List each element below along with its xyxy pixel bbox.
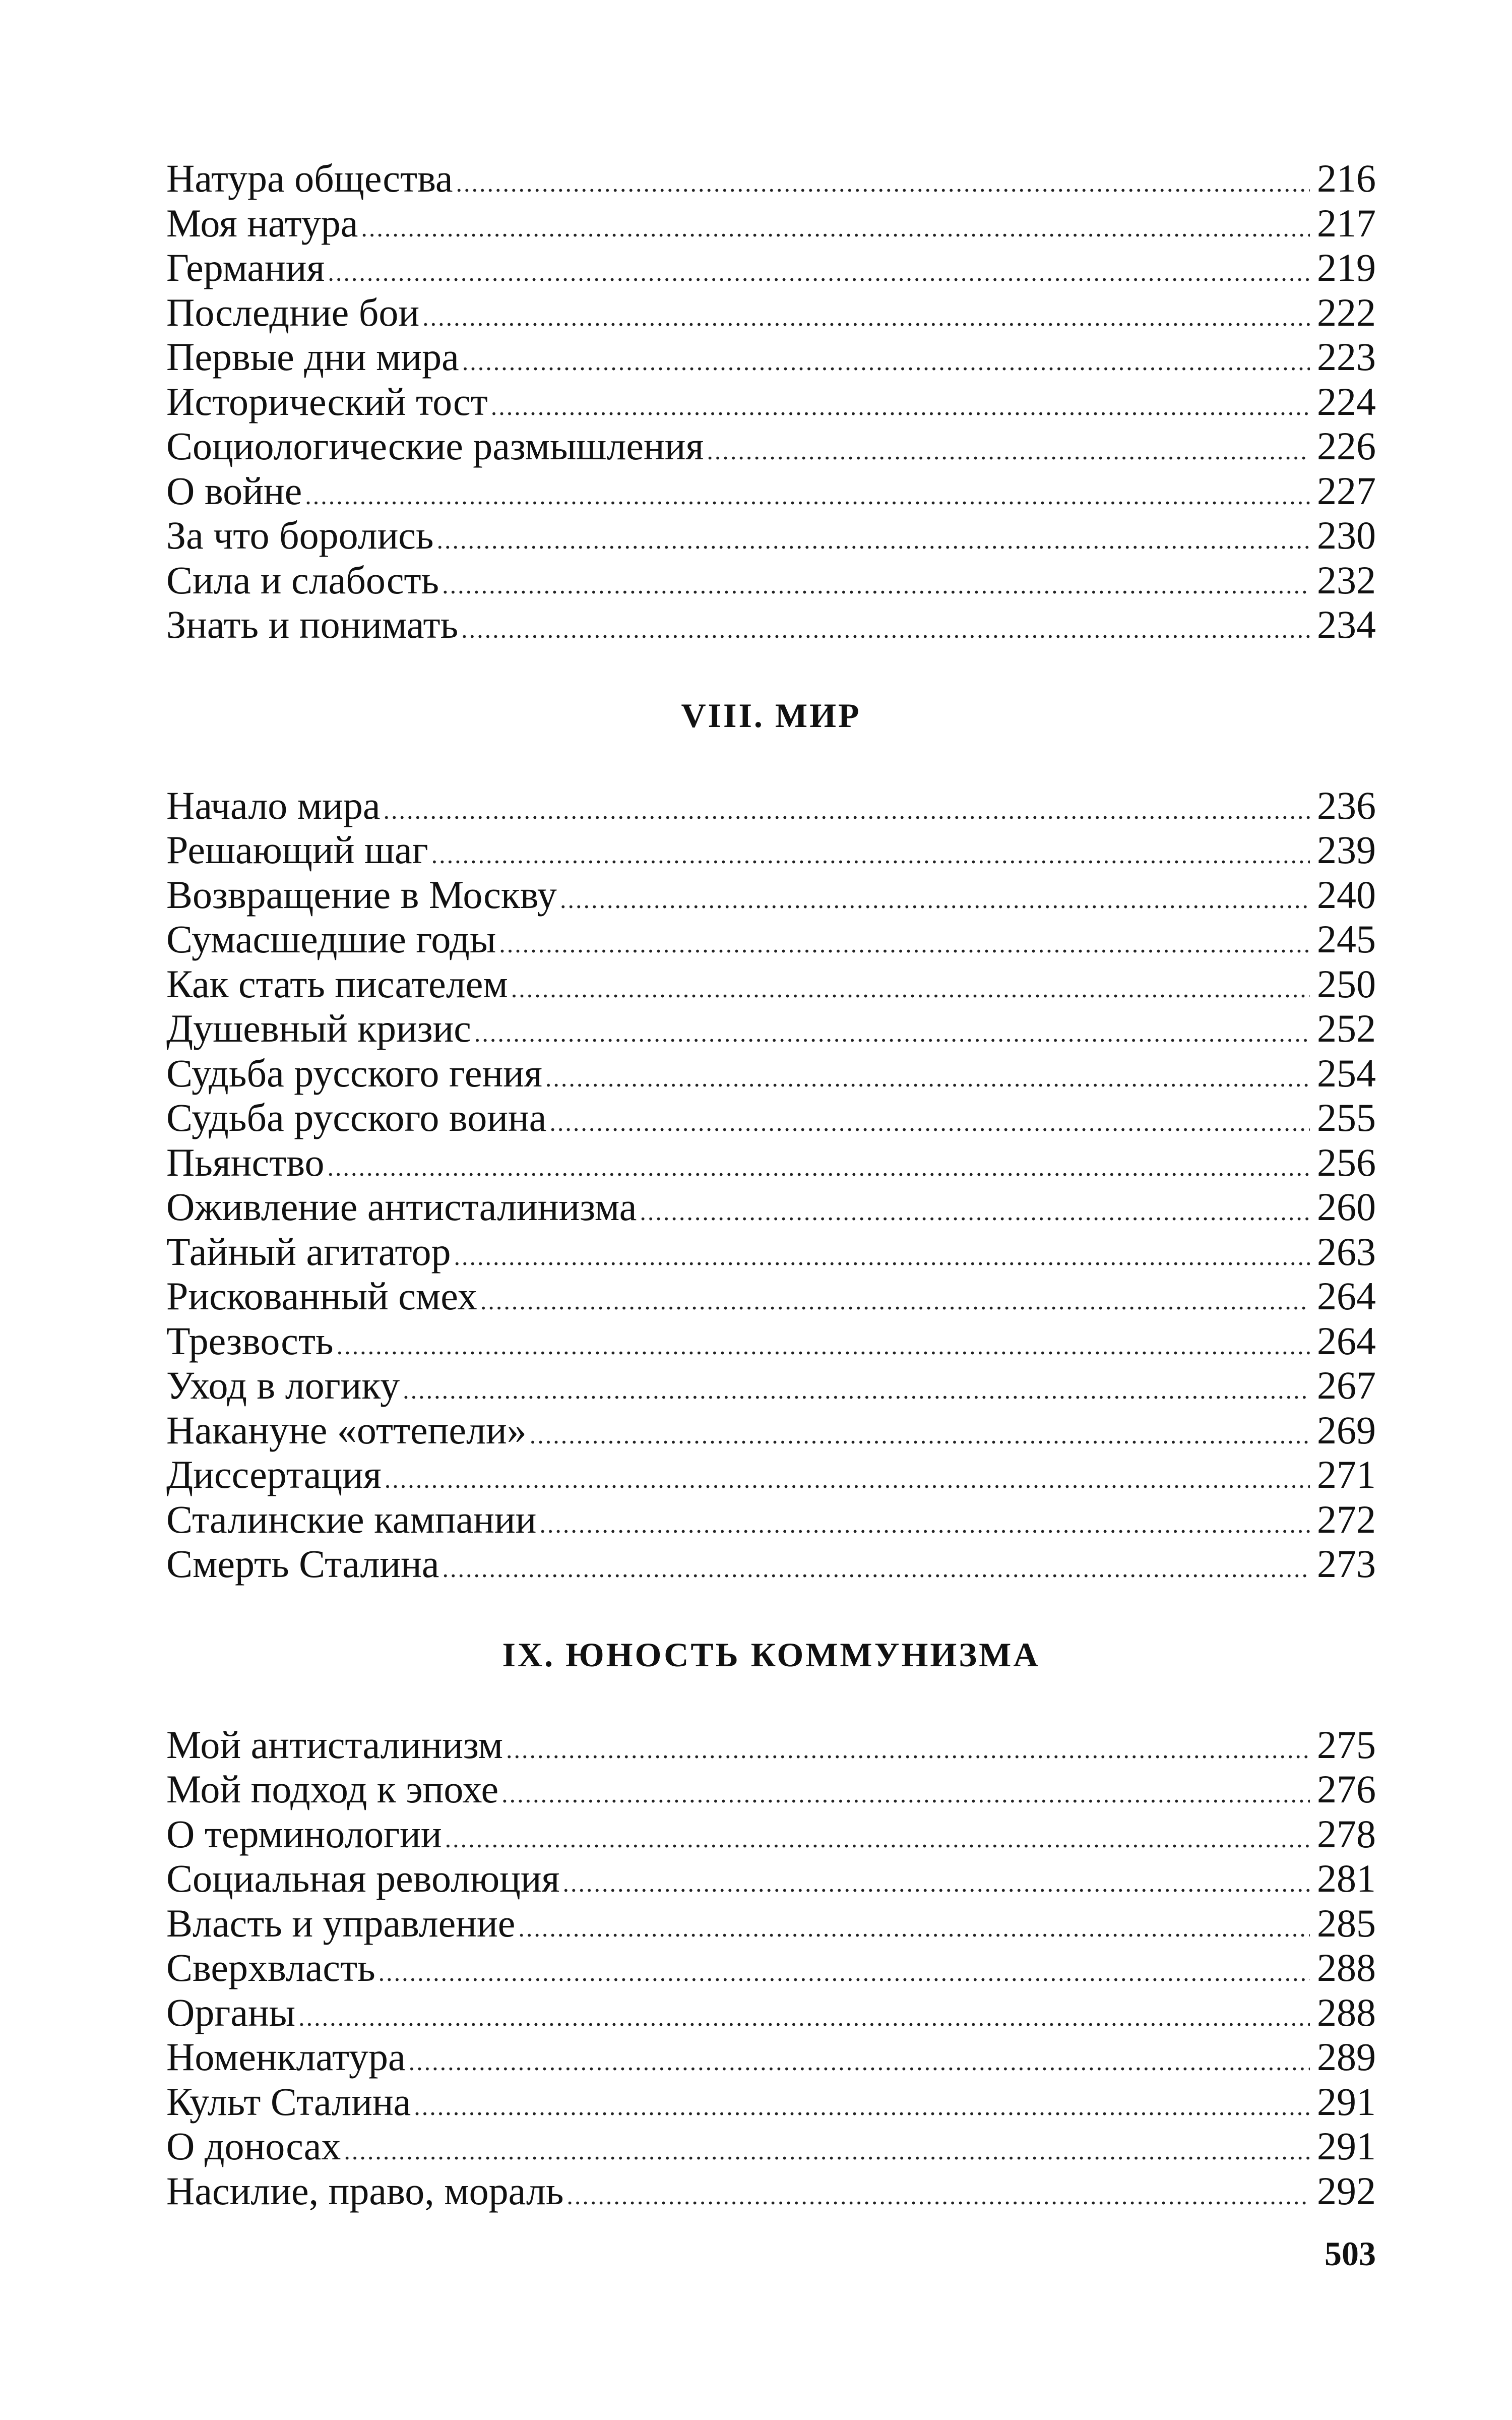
toc-entry	[166, 1812, 1376, 1857]
dot-leader	[566, 2173, 1310, 2218]
toc-entry-page: 217	[1317, 201, 1376, 245]
toc-entry-title: Германия	[166, 246, 325, 289]
dot-leader	[437, 518, 1310, 563]
toc-entry	[166, 2169, 1376, 2214]
dot-leader	[442, 563, 1310, 608]
toc-entry-page: 276	[1317, 1767, 1376, 1811]
dot-leader	[443, 1546, 1310, 1591]
dot-leader	[361, 206, 1310, 251]
toc-entry-page: 227	[1317, 468, 1376, 513]
toc-entry-title: Сила и слабость	[166, 558, 439, 602]
toc-entry-page: 289	[1317, 2035, 1376, 2079]
dot-leader	[474, 1011, 1310, 1056]
toc-entry-title: Знать и понимать	[166, 602, 459, 646]
toc-entry-page: 219	[1317, 246, 1376, 289]
toc-entry-title: Сталинские кампании	[166, 1497, 537, 1541]
toc-entry	[166, 558, 1376, 603]
toc-entry	[166, 2124, 1376, 2169]
table-of-contents	[166, 156, 1376, 2213]
toc-entry-page: 267	[1317, 1363, 1376, 1407]
toc-entry-page: 291	[1317, 2079, 1376, 2124]
toc-entry	[166, 1319, 1376, 1364]
toc-entry-page: 281	[1317, 1856, 1376, 1900]
toc-entry-page: 240	[1317, 872, 1376, 917]
toc-entry-page: 256	[1317, 1140, 1376, 1184]
toc-entry-title: Накануне «оттепели»	[166, 1408, 527, 1452]
toc-entry-page: 254	[1317, 1051, 1376, 1095]
toc-entry	[166, 1140, 1376, 1185]
dot-leader	[560, 877, 1310, 922]
toc-entry	[166, 962, 1376, 1007]
toc-entry-title: Пьянство	[166, 1140, 325, 1184]
toc-entry	[166, 156, 1376, 201]
toc-entry	[166, 602, 1376, 647]
toc-entry	[166, 290, 1376, 335]
toc-entry-title: О доносах	[166, 2124, 341, 2168]
toc-entry	[166, 201, 1376, 246]
toc-entry-title: Смерть Сталина	[166, 1542, 439, 1586]
toc-entry-page: 226	[1317, 424, 1376, 468]
toc-entry-page: 288	[1317, 1990, 1376, 2034]
toc-entry-page: 288	[1317, 1946, 1376, 1989]
toc-entry-page: 264	[1317, 1318, 1376, 1363]
toc-entry	[166, 828, 1376, 873]
toc-group-continued	[166, 156, 1376, 647]
chapter-heading: IX. ЮНОСТЬ КОММУНИЗМА	[502, 1635, 1040, 1674]
toc-group-chapter-8	[166, 783, 1376, 1587]
toc-entry	[166, 917, 1376, 962]
toc-entry	[166, 1185, 1376, 1230]
toc-entry-page: 236	[1317, 783, 1376, 827]
toc-entry-page: 230	[1317, 513, 1376, 557]
toc-entry-title: Социологические размышления	[166, 424, 704, 468]
toc-entry	[166, 469, 1376, 514]
toc-entry	[166, 380, 1376, 425]
toc-entry-title: Насилие, право, мораль	[166, 2168, 564, 2213]
dot-leader	[456, 161, 1310, 206]
toc-entry-page: 269	[1317, 1408, 1376, 1452]
toc-entry-title: Номенклатура	[166, 2035, 406, 2079]
dot-leader	[480, 1279, 1310, 1323]
toc-entry-page: 216	[1317, 156, 1376, 200]
dot-leader	[328, 250, 1310, 295]
toc-entry-title: Решающий шаг	[166, 828, 428, 872]
dot-leader	[501, 1772, 1310, 1817]
dot-leader	[379, 1950, 1310, 1995]
toc-entry-title: Уход в логику	[166, 1363, 400, 1407]
dot-leader	[431, 832, 1310, 877]
toc-entry-page: 234	[1317, 602, 1376, 646]
toc-entry-title: Рискованный смех	[166, 1274, 477, 1318]
toc-entry	[166, 246, 1376, 290]
toc-entry	[166, 1096, 1376, 1140]
dot-leader	[491, 384, 1310, 429]
toc-entry	[166, 1274, 1376, 1319]
toc-entry-title: Трезвость	[166, 1318, 334, 1363]
toc-entry-title: Тайный агитатор	[166, 1229, 451, 1274]
toc-entry	[166, 1946, 1376, 1990]
toc-entry-page: 263	[1317, 1229, 1376, 1274]
dot-leader	[403, 1368, 1310, 1413]
dot-leader	[640, 1189, 1310, 1234]
toc-entry	[166, 424, 1376, 469]
dot-leader	[385, 1457, 1310, 1502]
toc-entry	[166, 1990, 1376, 2035]
toc-entry	[166, 783, 1376, 828]
chapter-heading: VIII. МИР	[681, 696, 861, 735]
dot-leader	[539, 1502, 1310, 1547]
toc-entry	[166, 2080, 1376, 2125]
toc-entry-title: Диссертация	[166, 1453, 382, 1496]
dot-leader	[511, 966, 1310, 1011]
dot-leader	[337, 1323, 1310, 1368]
page-number: 503	[1325, 2234, 1376, 2273]
toc-entry-page: 273	[1317, 1542, 1376, 1586]
toc-entry	[166, 1856, 1376, 1901]
toc-entry-title: Исторический тост	[166, 379, 488, 424]
toc-entry	[166, 1542, 1376, 1587]
toc-entry-title: Судьба русского гения	[166, 1051, 542, 1095]
toc-entry	[166, 1363, 1376, 1408]
toc-entry-page: 239	[1317, 828, 1376, 872]
toc-entry-title: Оживление антисталинизма	[166, 1185, 637, 1229]
toc-entry-page: 245	[1317, 917, 1376, 961]
dot-leader	[707, 429, 1310, 473]
toc-entry-page: 222	[1317, 290, 1376, 334]
toc-entry-title: О терминологии	[166, 1811, 442, 1856]
dot-leader	[545, 1056, 1310, 1101]
toc-entry	[166, 873, 1376, 918]
toc-entry-page: 255	[1317, 1096, 1376, 1139]
toc-entry-title: Судьба русского воина	[166, 1096, 547, 1139]
toc-entry	[166, 1901, 1376, 1946]
toc-entry-title: Как стать писателем	[166, 961, 508, 1006]
dot-leader	[409, 2039, 1310, 2084]
dot-leader	[298, 1995, 1310, 2040]
toc-entry	[166, 1408, 1376, 1453]
toc-entry	[166, 2035, 1376, 2080]
dot-leader	[563, 1861, 1310, 1906]
toc-entry-title: Мой подход к эпохе	[166, 1767, 499, 1811]
toc-entry	[166, 1230, 1376, 1275]
dot-leader	[454, 1234, 1310, 1279]
toc-entry-title: Моя натура	[166, 201, 358, 245]
toc-entry-title: Натура общества	[166, 156, 453, 200]
toc-entry-title: О войне	[166, 468, 302, 513]
toc-entry-page: 291	[1317, 2124, 1376, 2168]
toc-entry-title: Мой антисталинизм	[166, 1722, 503, 1767]
toc-entry-title: Сумасшедшие годы	[166, 917, 496, 961]
toc-entry-title: Социальная революция	[166, 1856, 560, 1900]
toc-entry-page: 232	[1317, 558, 1376, 602]
dot-leader	[445, 1817, 1310, 1861]
toc-entry-title: Сверхвласть	[166, 1946, 375, 1989]
dot-leader	[518, 1906, 1310, 1951]
toc-entry-title: Первые дни мира	[166, 335, 459, 379]
dot-leader	[305, 473, 1310, 518]
toc-entry	[166, 1497, 1376, 1542]
dot-leader	[530, 1413, 1310, 1458]
toc-entry-title: Культ Сталина	[166, 2079, 411, 2124]
toc-entry-page: 292	[1317, 2168, 1376, 2213]
dot-leader	[328, 1145, 1310, 1190]
dot-leader	[344, 2129, 1310, 2173]
toc-entry-page: 224	[1317, 379, 1376, 424]
dot-leader	[422, 295, 1310, 340]
dot-leader	[461, 607, 1310, 652]
dot-leader	[499, 922, 1310, 966]
toc-entry-page: 250	[1317, 961, 1376, 1006]
toc-entry-title: Последние бои	[166, 290, 420, 334]
toc-entry-page: 260	[1317, 1185, 1376, 1229]
toc-entry-title: Начало мира	[166, 783, 381, 827]
toc-entry	[166, 1006, 1376, 1051]
toc-entry-page: 272	[1317, 1497, 1376, 1541]
toc-entry	[166, 335, 1376, 380]
toc-entry-page: 264	[1317, 1274, 1376, 1318]
toc-entry-title: Власть и управление	[166, 1901, 516, 1945]
toc-entry	[166, 513, 1376, 558]
toc-entry-page: 278	[1317, 1811, 1376, 1856]
toc-entry-page: 285	[1317, 1901, 1376, 1945]
toc-entry-title: Возвращение в Москву	[166, 872, 557, 917]
toc-entry-title: Душевный кризис	[166, 1006, 471, 1050]
toc-entry-page: 223	[1317, 335, 1376, 379]
dot-leader	[384, 788, 1310, 833]
toc-entry	[166, 1051, 1376, 1096]
toc-entry	[166, 1453, 1376, 1497]
dot-leader	[462, 339, 1310, 384]
toc-entry	[166, 1767, 1376, 1812]
toc-entry	[166, 1723, 1376, 1768]
toc-entry-page: 252	[1317, 1006, 1376, 1050]
toc-entry-page: 275	[1317, 1722, 1376, 1767]
toc-entry-title: Органы	[166, 1990, 296, 2034]
dot-leader	[549, 1100, 1310, 1145]
toc-entry-page: 271	[1317, 1453, 1376, 1496]
dot-leader	[506, 1727, 1310, 1772]
dot-leader	[414, 2084, 1310, 2129]
toc-entry-title: За что боролись	[166, 513, 434, 557]
toc-group-chapter-9	[166, 1723, 1376, 2214]
